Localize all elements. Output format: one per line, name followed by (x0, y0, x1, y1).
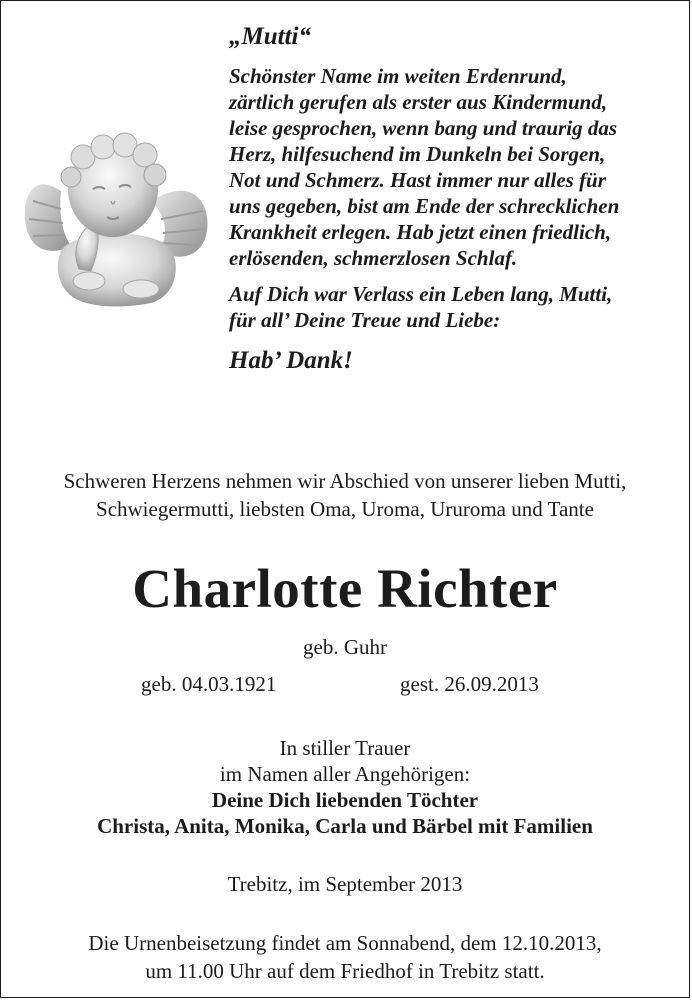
mourners-block (1, 735, 689, 839)
maiden-name: geb. Guhr (303, 635, 387, 659)
birth-date: geb. 04.03.1921 (141, 672, 277, 696)
mourning-line: In stiller Trauer (279, 736, 411, 760)
poem-line: Krankheit erlegen. Hab jetzt einen friedlich, (229, 220, 612, 244)
funeral-line: Die Urnenbeisetzung findet am Sonnabend, dem 12.10.2013, (88, 931, 602, 955)
mourners-names: Christa, Anita, Monika, Carla und Bärbel mit Familien (97, 814, 593, 838)
poem-line: uns gegeben, bist am Ende der schrecklichen (229, 194, 620, 218)
poem-verse-1 (229, 63, 679, 271)
poem-line: Schönster Name im weiten Erdenrund, (229, 64, 567, 88)
poem-verse-2 (229, 281, 679, 333)
poem-line: Not und Schmerz. Hast immer nur alles für (229, 168, 606, 192)
poem-line: leise gesprochen, wenn bang und traurig das (229, 116, 617, 140)
poem-line: Auf Dich war Verlass ein Leben lang, Mutti, (229, 282, 613, 306)
poem-line: Herz, hilfesuchend im Dunkeln bei Sorgen, (229, 142, 606, 166)
intro-line: Schweren Herzens nehmen wir Abschied von unserer lieben Mutti, (63, 469, 627, 493)
poem (229, 23, 679, 375)
mourners-daughters: Deine Dich liebenden Töchter (211, 788, 479, 812)
farewell-intro (1, 467, 689, 523)
cherub-angel-icon (21, 131, 211, 311)
funeral-notice (1, 929, 689, 985)
poem-closing: Hab’ Dank! (229, 347, 353, 374)
poem-title: „Mutti“ (229, 23, 311, 50)
poem-line: zärtlich gerufen als erster aus Kindermund, (229, 90, 608, 114)
death-date: gest. 26.09.2013 (400, 672, 539, 696)
intro-line: Schwiegermutti, liebsten Oma, Uroma, Ururoma und Tante (96, 497, 594, 521)
mourning-line: im Namen aller Angehörigen: (219, 762, 471, 786)
poem-line: für all’ Deine Treue und Liebe: (229, 308, 501, 332)
deceased-name: Charlotte Richter (132, 558, 558, 619)
poem-line: erlösenden, schmerzlosen Schlaf. (229, 246, 518, 270)
funeral-line: um 11.00 Uhr auf dem Friedhof in Trebitz statt. (145, 959, 545, 983)
place-date: Trebitz, im September 2013 (227, 872, 463, 896)
